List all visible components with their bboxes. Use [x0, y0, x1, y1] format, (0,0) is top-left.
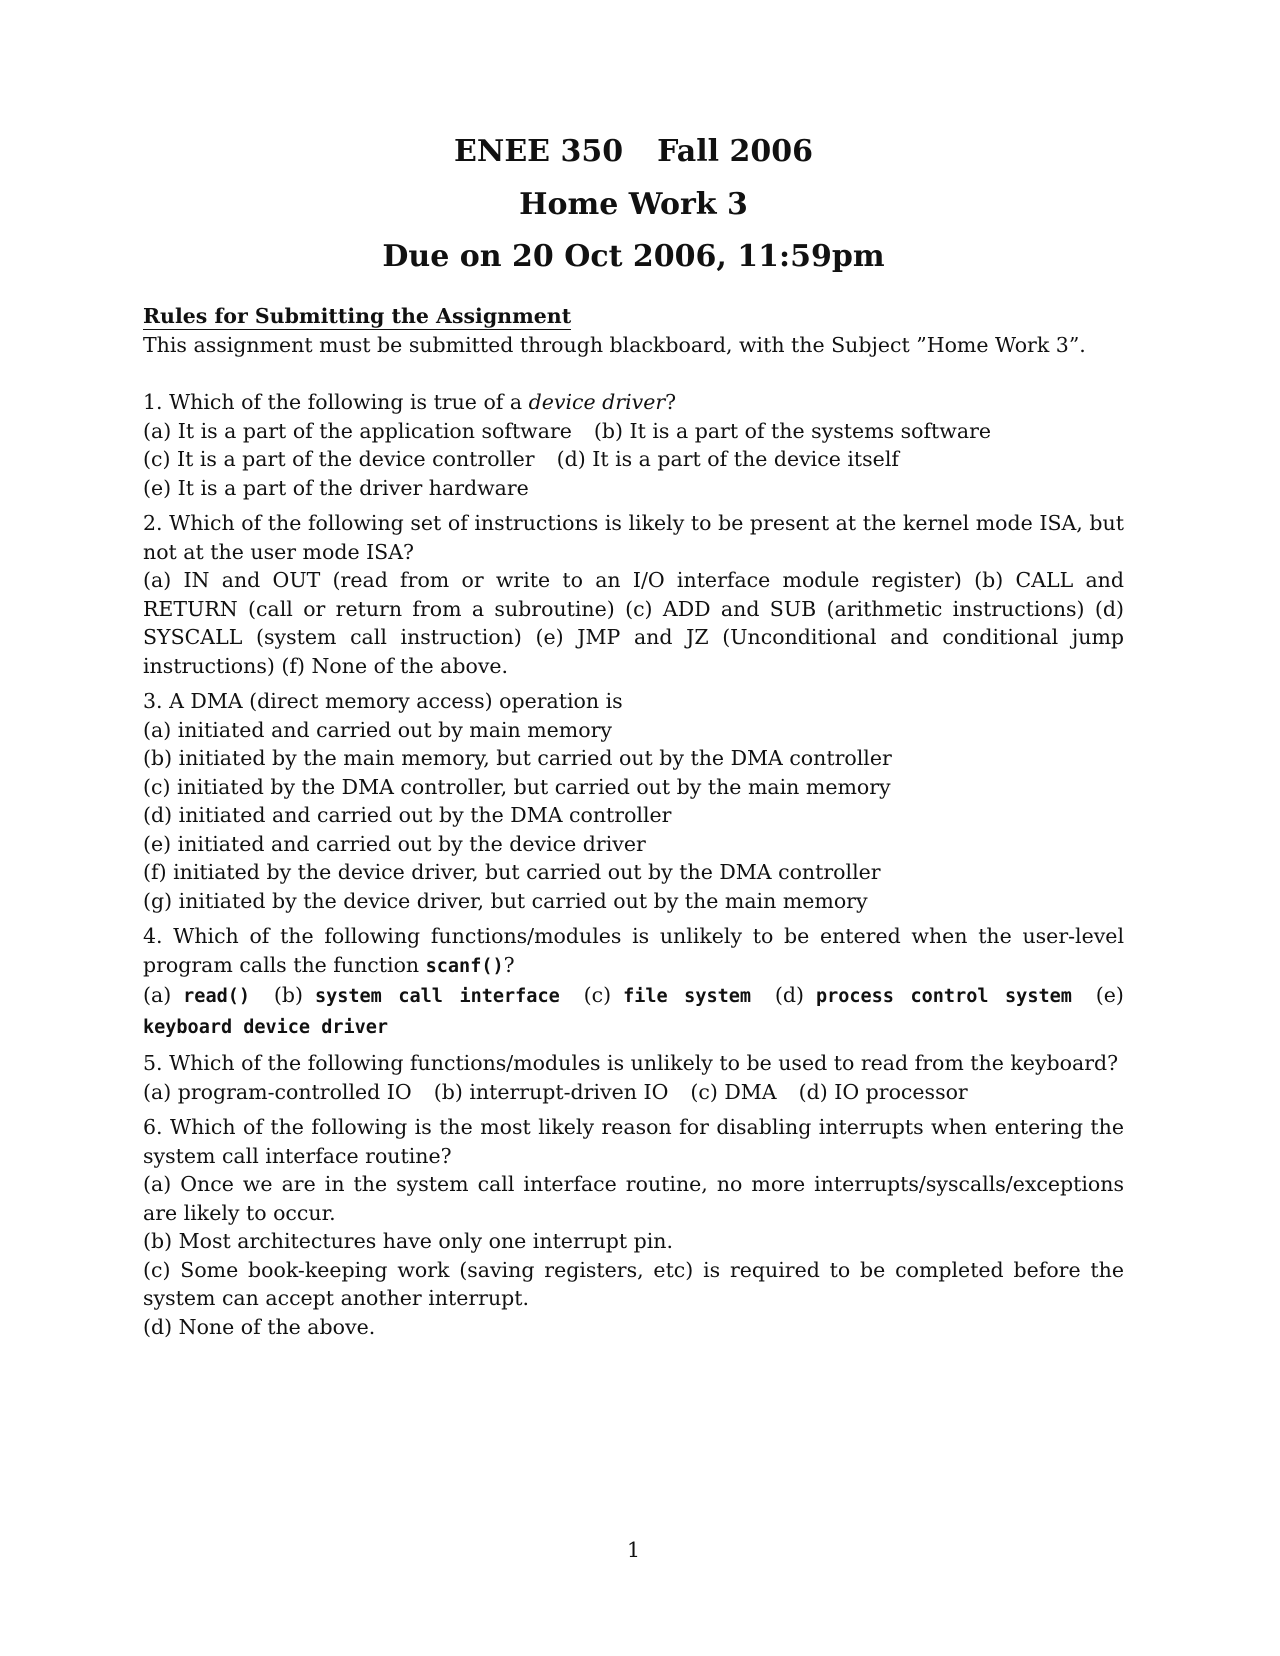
question-5-options [143, 1078, 1124, 1107]
q5-option-b: (b) interrupt-driven IO [433, 1079, 669, 1104]
question-4-stem: 4. Which of the following functions/modules is unlikely to be entered when the user-level program calls the function scanf()? [143, 924, 1124, 977]
q3-option-a: (a) initiated and carried out by main memory [143, 717, 612, 742]
page-number: 1 [626, 1538, 641, 1562]
rules-heading: Rules for Submitting the Assignment [143, 304, 572, 328]
q3-option-e: (e) initiated and carried out by the device driver [143, 831, 646, 856]
question-5-stem: 5. Which of the following functions/modules is unlikely to be used to read from the keyboard? [143, 1051, 1119, 1075]
course-term: Fall 2006 [657, 134, 813, 169]
question-3 [143, 687, 1124, 915]
q3-option-f: (f) initiated by the device driver, but carried out by the DMA controller [143, 860, 881, 884]
rules-section [143, 302, 1124, 359]
q6-option-d: (d) None of the above. [143, 1314, 376, 1339]
q5-option-c: (c) DMA [690, 1079, 777, 1104]
document-page [143, 0, 1124, 1656]
question-6 [143, 1113, 1124, 1341]
q1-option-e: (e) It is a part of the driver hardware [143, 475, 529, 500]
question-2-stem: 2. Which of the following set of instructions is likely to be present at the kernel mode ISA, but not at the user mode ISA? [143, 511, 1124, 564]
question-6-stem: 6. Which of the following is the most likely reason for disabling interrupts when entering the system call interface routine? [143, 1115, 1124, 1168]
question-3-stem: 3. A DMA (direct memory access) operation is [143, 689, 623, 713]
question-1 [143, 388, 1124, 502]
question-1-options-ab [143, 417, 1124, 446]
q4-option-c: file system [623, 986, 752, 1007]
question-2 [143, 509, 1124, 680]
q4-option-e: keyboard device driver [143, 1016, 389, 1038]
document-body [143, 302, 1124, 1341]
course-code: ENEE 350 [454, 134, 624, 169]
question-4 [143, 922, 1124, 1042]
course-line [143, 126, 1124, 179]
q5-option-a: (a) program-controlled IO [143, 1079, 412, 1104]
q3-option-d: (d) initiated and carried out by the DMA controller [143, 803, 672, 827]
q5-option-d: (d) IO processor [798, 1079, 968, 1104]
q1-option-b: (b) It is a part of the systems software [593, 418, 991, 443]
q6-option-a: (a) Once we are in the system call interface routine, no more interrupts/syscalls/exceptions are likely to occur. [143, 1172, 1124, 1225]
question-5 [143, 1049, 1124, 1106]
question-4-options: (a) read() (b) system call interface (c) file system (d) process control system (e) keyboard device driver [143, 983, 1124, 1038]
title-block [143, 126, 1124, 284]
q6-option-b: (b) Most architectures have only one interrupt pin. [143, 1229, 674, 1253]
q4-option-b: system call interface [314, 986, 560, 1007]
rules-text: This assignment must be submitted through blackboard, with the Subject ”Home Work 3”. [143, 332, 1086, 357]
q3-option-c: (c) initiated by the DMA controller, but carried out by the main memory [143, 774, 891, 799]
question-1-stem: 1. Which of the following is true of a device driver? [143, 390, 677, 414]
device-driver-term: device driver [528, 390, 666, 414]
due-date: Due on 20 Oct 2006, 11:59pm [382, 239, 885, 274]
q3-option-g: (g) initiated by the device driver, but carried out by the main memory [143, 888, 868, 913]
q1-option-a: (a) It is a part of the application software [143, 418, 572, 443]
q4-option-d: process control system [815, 986, 1072, 1007]
q1-option-d: (d) It is a part of the device itself [556, 447, 899, 471]
assignment-title: Home Work 3 [519, 186, 748, 222]
q6-option-c: (c) Some book-keeping work (saving registers, etc) is required to be completed before the system can accept another interrupt. [143, 1257, 1124, 1310]
q4-option-a: read() [183, 986, 250, 1007]
question-1-options-cd [143, 445, 1124, 474]
question-2-options: (a) IN and OUT (read from or write to an I/O interface module register) (b) CALL and RETURN (call or return from a subroutine) (c) ADD and SUB (arithmetic instructions) (d) SYSCALL (system call instruction) (e) JMP and JZ (Unconditional and conditional jump instructions) (f) None of the above. [143, 568, 1124, 678]
q1-option-c: (c) It is a part of the device controller [143, 447, 535, 471]
scanf-code: scanf() [425, 955, 504, 977]
q3-option-b: (b) initiated by the main memory, but carried out by the DMA controller [143, 746, 892, 770]
